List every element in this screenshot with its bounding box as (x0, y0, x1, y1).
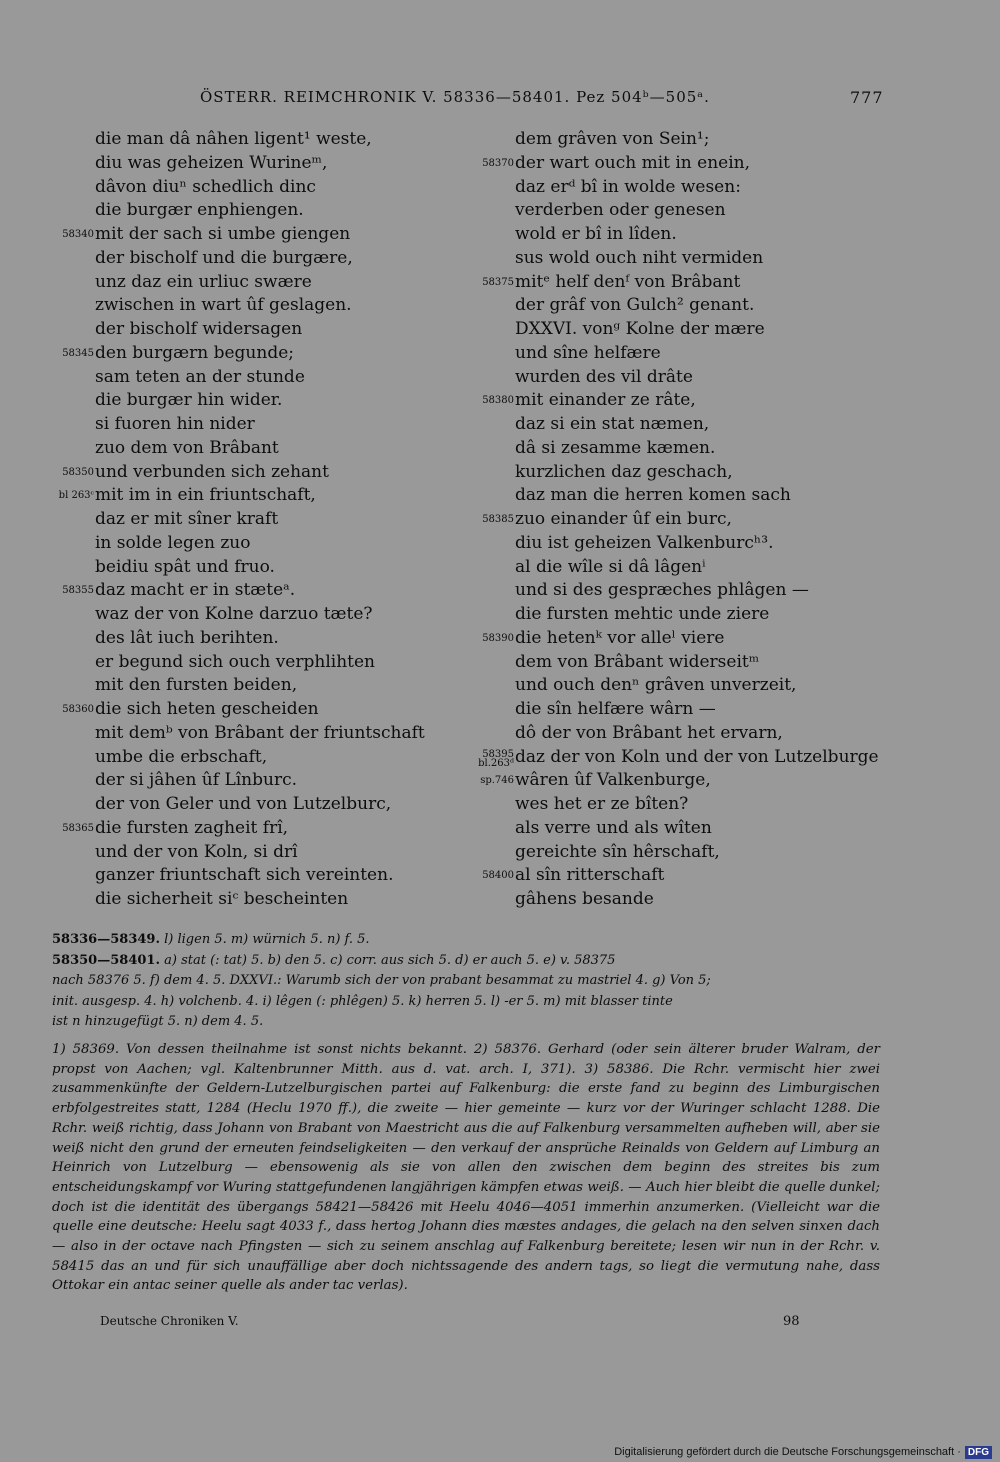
verse-text: mit den fursten beiden, (95, 675, 298, 696)
variant-text: ist n hinzugefügt 5. n) dem 4. 5. (52, 1014, 264, 1029)
verse-line (50, 342, 470, 366)
verse-line (50, 247, 470, 271)
page-number: 777 (850, 88, 884, 107)
variant-line (52, 930, 880, 951)
verse-line (470, 176, 900, 200)
verse-line (50, 864, 470, 888)
verse-line (50, 841, 470, 865)
verse-text: die fursten zagheit frî, (95, 817, 289, 838)
verse-line (470, 508, 900, 532)
verse-text: die sîn helfære wârn — (515, 699, 716, 719)
verse-text: die burgær enphiengen. (95, 200, 304, 221)
verse-line (50, 437, 470, 461)
verse-text: dem von Brâbant widerseitᵐ (515, 651, 760, 672)
line-number: bl 263ᶜ (58, 490, 94, 502)
verse-line (50, 888, 470, 912)
verse-text: in solde legen zuo (95, 532, 251, 553)
verse-text: dâvon diuⁿ schedlich dinc (95, 176, 316, 197)
verse-line (470, 556, 900, 580)
verse-text: dem grâven von Sein¹; (515, 129, 710, 149)
verse-line (50, 556, 470, 580)
line-number: 58395 bl.263ᵈ (478, 748, 514, 769)
verse-text: zuo dem von Brâbant (95, 437, 279, 458)
variant-line (52, 951, 880, 972)
verse-text: daz er mit sîner kraft (95, 509, 279, 529)
verse-text: und der von Koln, si drî (95, 841, 298, 862)
line-number: 58380 (482, 395, 514, 407)
verse-text: wurden des vil drâte (515, 366, 693, 387)
verse-line (470, 817, 900, 841)
verse-line (50, 603, 470, 627)
page-footer (0, 1314, 1000, 1334)
verse-line (50, 413, 470, 437)
dfg-logo: DFG (965, 1446, 992, 1459)
verse-text: al sîn ritterschaft (515, 865, 665, 886)
variant-verse-range: 58350—58401. (52, 952, 160, 968)
verse-text: zwischen in wart ûf geslagen. (95, 295, 352, 316)
verse-text: daz si ein stat næmen, (515, 414, 710, 434)
verse-text: der grâf von Gulch² genant. (515, 295, 755, 316)
variant-text: a) stat (: tat) 5. b) den 5. c) corr. aus sich 5. d) er auch 5. e) v. 58375 (164, 952, 616, 968)
verse-text: und ouch denⁿ grâven unverzeit, (515, 675, 797, 696)
line-number: 58355 (62, 585, 94, 597)
verse-text: der si jâhen ûf Lînburc. (95, 770, 298, 791)
verse-line (50, 698, 470, 722)
verse-text: mit im in ein friuntschaft, (95, 485, 316, 506)
verse-line (50, 484, 470, 508)
verse-text: und si des gespræches phlâgen — (515, 580, 809, 601)
verse-text: daz der von Koln und der von Lutzelburge (515, 746, 879, 767)
line-number: 58350 (62, 466, 94, 478)
verse-line (470, 627, 900, 651)
verse-line (50, 318, 470, 342)
running-header (0, 88, 1000, 110)
line-number: 58385 (482, 514, 514, 525)
verse-line (50, 223, 470, 247)
line-number: 58345 (62, 347, 94, 359)
verse-line (50, 461, 470, 485)
verse-line (50, 769, 470, 793)
verse-line (470, 318, 900, 342)
verse-text: die hetenᵏ vor alleˡ viere (515, 627, 725, 648)
verse-line (470, 152, 900, 176)
verse-line (50, 793, 470, 817)
verse-line (470, 651, 900, 675)
verse-line (470, 366, 900, 390)
line-number: 58365 (62, 822, 94, 834)
variant-apparatus (52, 930, 880, 1033)
footer-sheet-number: 98 (783, 1314, 800, 1329)
line-number: 58360 (62, 704, 94, 715)
verse-line (470, 793, 900, 817)
verse-line (470, 722, 900, 746)
variant-text: nach 58376 5. f) dem 4. 5. DXXVI.: Warumb sich der von prabant besammat zu mastriel 4. g) Von 5; (52, 973, 711, 988)
verse-line (50, 294, 470, 318)
verse-text: ganzer friuntschaft sich vereinten. (95, 865, 394, 886)
verse-text: die sich heten gescheiden (95, 699, 319, 719)
line-number: 58340 (62, 229, 94, 240)
variant-text: l) ligen 5. m) würnich 5. n) f. 5. (164, 932, 370, 947)
verse-text: sam teten an der stunde (95, 366, 305, 387)
line-number: sp.746 (480, 775, 514, 787)
verse-text: den burgærn begunde; (95, 342, 294, 363)
verse-line (470, 484, 900, 508)
verse-line (50, 532, 470, 556)
verse-line (470, 413, 900, 437)
verse-text: waz der von Kolne darzuo tæte? (95, 604, 373, 624)
verse-text: als verre und als wîten (515, 817, 712, 838)
verse-text: gâhens besande (515, 889, 654, 909)
verse-text: dô der von Brâbant het ervarn, (515, 722, 783, 743)
line-number: 58390 (482, 632, 514, 644)
verse-text: daz man die herren komen sach (515, 485, 791, 506)
verse-text: und sîne helfære (515, 342, 661, 363)
verse-line (470, 199, 900, 223)
running-title: ÖSTERR. REIMCHRONIK V. 58336—58401. Pez 504ᵇ—505ᵃ. (200, 88, 710, 106)
verse-text: dâ si zesamme kæmen. (515, 437, 716, 458)
verse-text: der wart ouch mit in enein, (515, 152, 751, 173)
verse-text: umbe die erbschaft, (95, 746, 268, 767)
verse-text: die burgær hin wider. (95, 390, 283, 411)
line-number: 58375 (482, 276, 514, 288)
variant-line (52, 971, 880, 992)
verse-text: er begund sich ouch verphlihten (95, 651, 375, 672)
variant-line (52, 1012, 880, 1033)
verse-text: wold er bî in lîden. (515, 224, 677, 244)
verse-text: wes het er ze bîten? (515, 794, 689, 814)
verse-line (50, 152, 470, 176)
verse-text: DXXVI. vonᵍ Kolne der mære (515, 319, 765, 339)
verse-line (470, 864, 900, 888)
verse-text: des lât iuch berihten. (95, 627, 279, 648)
verse-line (470, 223, 900, 247)
verse-line (50, 651, 470, 675)
variant-verse-range: 58336—58349. (52, 932, 160, 947)
verse-line (470, 888, 900, 912)
verse-text: und verbunden sich zehant (95, 461, 329, 482)
verse-line (50, 508, 470, 532)
verse-line (470, 389, 900, 413)
verse-text: der bischolf und die burgære, (95, 247, 353, 268)
verse-line (470, 342, 900, 366)
verse-line (50, 271, 470, 295)
verse-text: gereichte sîn hêrschaft, (515, 841, 720, 862)
verse-text: wâren ûf Valkenburge, (515, 770, 711, 791)
verse-line (470, 746, 900, 770)
variant-line (52, 992, 880, 1013)
verse-column-right (470, 128, 900, 912)
verse-text: si fuoren hin nider (95, 414, 255, 434)
verse-text: die sicherheit siᶜ bescheinten (95, 889, 349, 909)
verse-text: mit einander ze râte, (515, 390, 696, 411)
verse-text: daz macht er in stæteᵃ. (95, 580, 296, 601)
variant-text: init. ausgesp. 4. h) volchenb. 4. i) lêgen (: phlêgen) 5. k) herren 5. l) -er 5. m) mit blasser tinte (52, 993, 673, 1009)
verse-text: unz daz ein urliuc swære (95, 271, 312, 292)
verse-text: mit demᵇ von Brâbant der friuntschaft (95, 722, 425, 743)
verse-text: al die wîle si dâ lâgenⁱ (515, 556, 706, 577)
verse-column-left (50, 128, 470, 912)
verse-text: diu ist geheizen Valkenburcʰ³. (515, 532, 774, 553)
verse-line (470, 579, 900, 603)
leaf-reference: bl.263ᵈ (478, 757, 514, 769)
line-number: 58370 (482, 157, 514, 169)
verse-line (470, 769, 900, 793)
verse-line (50, 817, 470, 841)
verse-line (50, 722, 470, 746)
verse-line (470, 247, 900, 271)
verse-line (470, 603, 900, 627)
verse-line (470, 271, 900, 295)
verse-text: beidiu spât und fruo. (95, 556, 275, 577)
verse-text: zuo einander ûf ein burc, (515, 509, 732, 529)
verse-line (50, 366, 470, 390)
verse-line (50, 199, 470, 223)
verse-line (470, 841, 900, 865)
verse-line (470, 128, 900, 152)
verse-line (470, 532, 900, 556)
footer-series: Deutsche Chroniken V. (100, 1314, 239, 1328)
line-number: 58400 (482, 870, 514, 882)
verse-line (50, 579, 470, 603)
verse-line (50, 128, 470, 152)
verse-text: der von Geler und von Lutzelburc, (95, 794, 392, 814)
verse-text: die fursten mehtic unde ziere (515, 604, 770, 624)
dfg-credit (614, 1444, 992, 1460)
verse-line (50, 389, 470, 413)
verse-text: die man dâ nâhen ligent¹ weste, (95, 129, 372, 149)
verse-line (50, 674, 470, 698)
verse-text: kurzlichen daz geschach, (515, 461, 733, 482)
verse-line (50, 746, 470, 770)
verse-line (470, 698, 900, 722)
verse-line (50, 176, 470, 200)
verse-line (470, 461, 900, 485)
commentary-notes: 1) 58369. Von dessen theilnahme ist sonst nichts bekannt. 2) 58376. Gerhard (oder sein älterer bruder Walram, der propst von Aachen; vgl. Kaltenbrunner Mitth. aus d. vat. arch. I, 371). 3) 58386. Die Rchr. vermischt hier zwei zusammenkünfte der Geldern-Lutzelburgischen partei auf Falkenburg: die erste fand zu beginn des Limburgischen erbfolgestreites statt, 1284 (Heclu 1970 ff.), die zweite — hier gemeinte — kurz vor der Wuringer schlacht 1288. Die Rchr. weiß richtig, dass Johann von Brabant von Maestricht aus die auf Falkenburg versammelten aufheben will, aber sie weiß nicht den grund der erneuten feindseligkeiten — den verkauf der ansprüche Reinalds von Geldern auf Limburg an Heinrich von Lutzelburg — ebensowenig als sie von allen den zwischen dem beginn des streites bis zum entscheidungskampf vor Wuring stattgefundenen langjährigen kämpfen etwas weiß. — Auch hier bleibt die quelle dunkel; doch ist die identität des übergangs 58421—58426 mit Heelu 4046—4051 immerhin anzumerken. (Vielleicht war die quelle eine deutsche: Heelu sagt 4033 f., dass hertog Johann dies mæstes andages, die gelach na den selven sinxen dach — also in der octave nach Pfingsten — sich zu seinem anschlag auf Falkenburg bereitete; lesen wir nun in der Rchr. v. 58415 das an und für sich unauffällige aber doch nichtssagende des andern tags, so liegt die vermutung nahe, dass Ottokar ein antac seiner quelle als ander tac verlas). (52, 1042, 880, 1294)
dfg-credit-text: Digitalisierung gefördert durch die Deutsche Forschungsgemeinschaft · (614, 1446, 961, 1458)
verse-line (50, 627, 470, 651)
verse-text: mitᵉ helf denᶠ von Brâbant (515, 271, 741, 292)
verse-line (470, 294, 900, 318)
verse-text: der bischolf widersagen (95, 319, 303, 339)
verse-text: verderben oder genesen (515, 200, 726, 221)
verse-text: daz erᵈ bî in wolde wesen: (515, 176, 741, 197)
verse-line (470, 674, 900, 698)
verse-text: sus wold ouch niht vermiden (515, 247, 764, 268)
verse-text: diu was geheizen Wurineᵐ, (95, 152, 328, 173)
verse-line (470, 437, 900, 461)
verse-text: mit der sach si umbe giengen (95, 224, 351, 244)
